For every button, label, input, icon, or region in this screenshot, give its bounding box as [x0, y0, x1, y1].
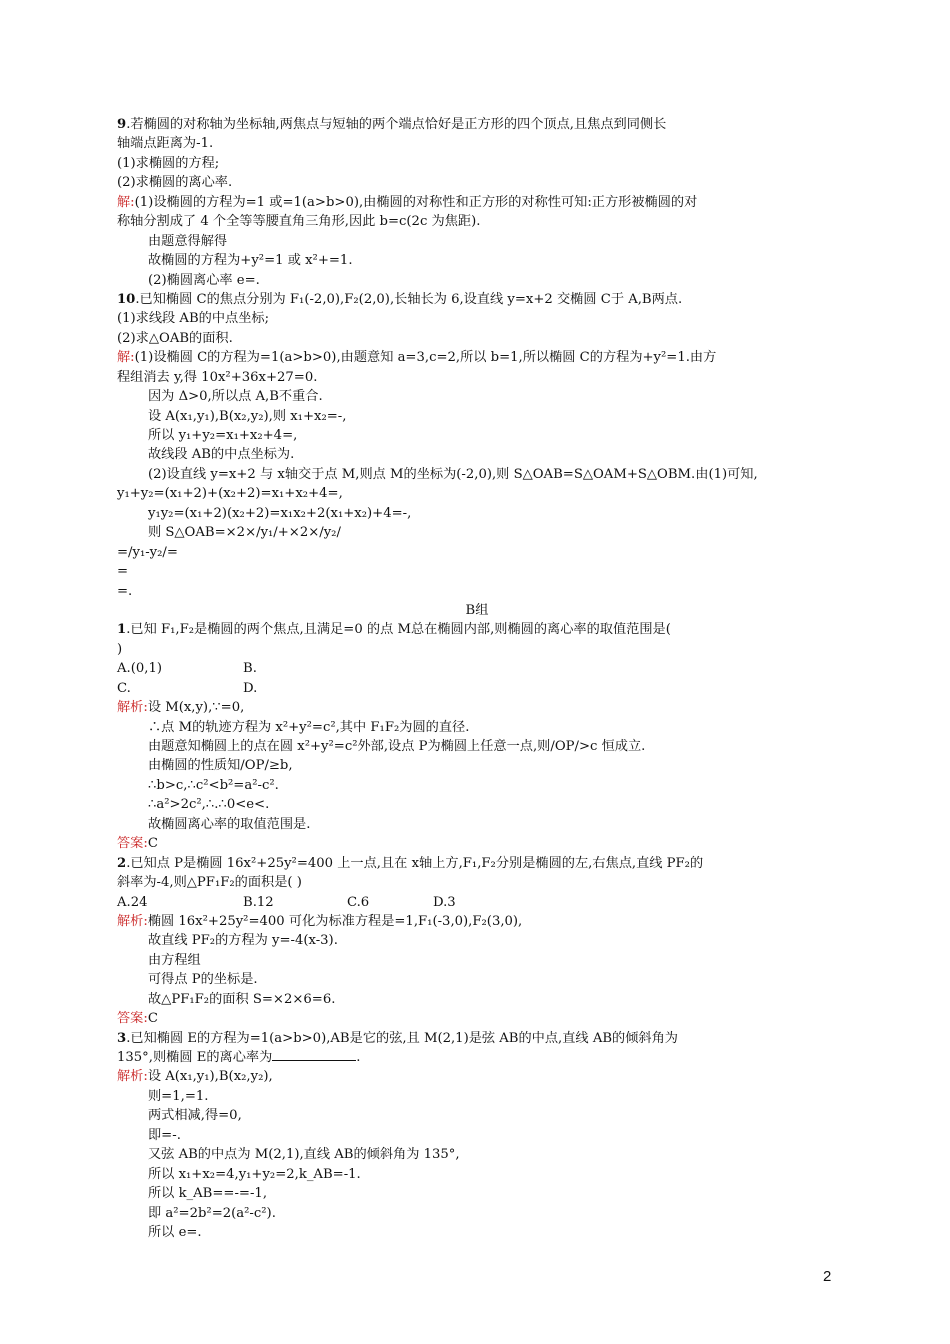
solution-label: 解:: [117, 194, 135, 210]
q10-solution-line-7: (2)设直线 y=x+2 与 x轴交于点 M,则点 M的坐标为(-2,0),则 S△OAB=S△OAM+S△OBM.由(1)可知,: [148, 466, 758, 482]
option-b: B.: [243, 661, 257, 677]
b2-solution-line-4: 可得点 P的坐标是.: [148, 972, 258, 988]
option-a: A.24: [117, 894, 148, 910]
b1-solution-line-3: 由题意知椭圆上的点在圆 x²+y²=c²外部,设点 P为椭圆上任意一点,则/OP/>c 恒成立.: [148, 739, 646, 754]
option-b: B.12: [243, 894, 274, 910]
b2-solution-line-1: 解析:椭圆 16x²+25y²=400 可化为标准方程是=1,F₁(-3,0),F₂(3,0),: [117, 913, 523, 929]
b1-stem-line-2: ): [117, 641, 123, 657]
q9-stem-line-1: 9.若椭圆的对称轴为坐标轴,两焦点与短轴的两个端点恰好是正方形的四个顶点,且焦点到同侧长: [117, 117, 667, 132]
b2-answer: 答案:C: [117, 1011, 158, 1027]
q9-part-1: (1)求椭圆的方程;: [117, 155, 220, 171]
solution-label: 解:: [117, 350, 135, 366]
b3-solution-line-7: 所以 k_AB==-=-1,: [148, 1186, 268, 1202]
q10-solution-line-3: 因为 Δ>0,所以点 A,B不重合.: [148, 389, 323, 405]
b3-solution-line-5: 又弦 AB的中点为 M(2,1),直线 AB的倾斜角为 135°,: [148, 1147, 460, 1163]
b1-stem-line-1: 1.已知 F₁,F₂是椭圆的两个焦点,且满足=0 的点 M总在椭圆内部,则椭圆的离心率的取值范围是(: [117, 622, 671, 638]
q10-solution-line-13: =.: [117, 583, 133, 599]
answer-label: 答案:: [117, 1011, 148, 1027]
page-number: 2: [823, 1268, 832, 1285]
b1-solution-line-7: 故椭圆离心率的取值范围是.: [148, 816, 311, 832]
option-a: A.(0,1): [117, 661, 162, 677]
q10-solution-line-11: =/y₁-y₂/=: [117, 544, 178, 560]
analysis-label: 解析:: [117, 913, 148, 929]
b1-solution-line-4: 由椭圆的性质知/OP/≥b,: [148, 758, 293, 774]
b3-solution-line-1: 解析:设 A(x₁,y₁),B(x₂,y₂),: [117, 1069, 273, 1085]
q9-solution-line-3: 由题意得解得: [148, 233, 228, 249]
b3-stem-line-1: 3.已知椭圆 E的方程为=1(a>b>0),AB是它的弦,且 M(2,1)是弦 AB的中点,直线 AB的倾斜角为: [117, 1030, 678, 1046]
q9-part-2: (2)求椭圆的离心率.: [117, 175, 233, 191]
analysis-label: 解析:: [117, 1069, 148, 1085]
b1-solution-line-5: ∴b>c,∴c²<b²=a²-c².: [148, 777, 279, 793]
q10-stem-line-1: 10.已知椭圆 C的焦点分别为 F₁(-2,0),F₂(2,0),长轴长为 6,设直线 y=x+2 交椭圆 C于 A,B两点.: [117, 291, 683, 307]
q9-solution-line-2: 称轴分割成了 4 个全等等腰直角三角形,因此 b=c(2c 为焦距).: [117, 214, 481, 230]
option-c: C.: [117, 680, 131, 696]
option-d: D.: [243, 680, 258, 696]
b3-solution-line-2: 则=1,=1.: [148, 1088, 209, 1104]
b2-options-row: [117, 893, 837, 912]
b1-options-row-2: [117, 679, 837, 698]
q10-solution-line-2: 程组消去 y,得 10x²+36x+27=0.: [117, 369, 318, 385]
b3-solution-line-4: 即=-.: [148, 1127, 181, 1143]
b3-number: 3: [117, 1030, 127, 1046]
q10-part-1: (1)求线段 AB的中点坐标;: [117, 311, 270, 327]
q10-solution-line-10: 则 S△OAB=×2×/y₁/+×2×/y₂/: [148, 525, 341, 541]
b2-stem-line-2: 斜率为-4,则△PF₁F₂的面积是( ): [117, 875, 302, 891]
b1-options-row-1: [117, 659, 837, 678]
q9-stem-line-2: 轴端点距离为-1.: [117, 136, 214, 152]
q10-solution-line-9: y₁y₂=(x₁+2)(x₂+2)=x₁x₂+2(x₁+x₂)+4=-,: [148, 505, 412, 521]
b1-answer: 答案:C: [117, 836, 158, 852]
q10-solution-line-8: y₁+y₂=(x₁+2)+(x₂+2)=x₁+x₂+4=,: [117, 486, 343, 502]
option-c: C.6: [347, 894, 370, 910]
b3-solution-line-6: 所以 x₁+x₂=4,y₁+y₂=2,k_AB=-1.: [148, 1166, 361, 1182]
q10-solution-line-5: 所以 y₁+y₂=x₁+x₂+4=,: [148, 428, 298, 443]
q10-part-2: (2)求△OAB的面积.: [117, 330, 233, 346]
b2-number: 2: [117, 855, 127, 871]
b1-solution-line-2: ∴点 M的轨迹方程为 x²+y²=c²,其中 F₁F₂为圆的直径.: [148, 719, 470, 735]
option-d: D.3: [433, 894, 456, 910]
q10-solution-line-4: 设 A(x₁,y₁),B(x₂,y₂),则 x₁+x₂=-,: [148, 408, 347, 424]
q9-solution-line-1: 解:(1)设椭圆的方程为=1 或=1(a>b>0),由椭圆的对称性和正方形的对称性可知:正方形被椭圆的对: [117, 194, 698, 210]
b3-solution-line-8: 即 a²=2b²=2(a²-c²).: [148, 1205, 276, 1221]
q10-solution-line-12: =: [117, 564, 129, 580]
q9-solution-line-5: (2)椭圆离心率 e=.: [148, 272, 260, 288]
q10-number: 10: [117, 291, 136, 307]
b1-number: 1: [117, 622, 127, 638]
q10-solution-line-1: 解:(1)设椭圆 C的方程为=1(a>b>0),由题意知 a=3,c=2,所以 b=1,所以椭圆 C的方程为+y²=1.由方: [117, 350, 717, 366]
b3-solution-line-9: 所以 e=.: [148, 1224, 202, 1240]
answer-blank: [272, 1048, 356, 1061]
q10-solution-line-6: 故线段 AB的中点坐标为.: [148, 447, 295, 463]
b3-stem-line-2: 135°,则椭圆 E的离心率为 .: [117, 1050, 361, 1065]
b2-solution-line-2: 故直线 PF₂的方程为 y=-4(x-3).: [148, 933, 338, 949]
b1-solution-line-1: 解析:设 M(x,y),∵=0,: [117, 700, 245, 716]
b1-solution-line-6: ∴a²>2c²,∴.∴0<e<.: [148, 797, 270, 813]
b2-stem-line-1: 2.已知点 P是椭圆 16x²+25y²=400 上一点,且在 x轴上方,F₁,F₂分别是椭圆的左,右焦点,直线 PF₂的: [117, 855, 704, 871]
analysis-label: 解析:: [117, 700, 148, 716]
document-body: [117, 115, 837, 1242]
answer-label: 答案:: [117, 836, 148, 852]
q9-solution-line-4: 故椭圆的方程为+y²=1 或 x²+=1.: [148, 253, 353, 269]
q9-number: 9: [117, 117, 127, 132]
b2-solution-line-3: 由方程组: [148, 952, 201, 968]
group-b-heading: B组: [465, 602, 489, 618]
b2-solution-line-5: 故△PF₁F₂的面积 S=×2×6=6.: [148, 991, 336, 1007]
b3-solution-line-3: 两式相减,得=0,: [148, 1108, 242, 1124]
